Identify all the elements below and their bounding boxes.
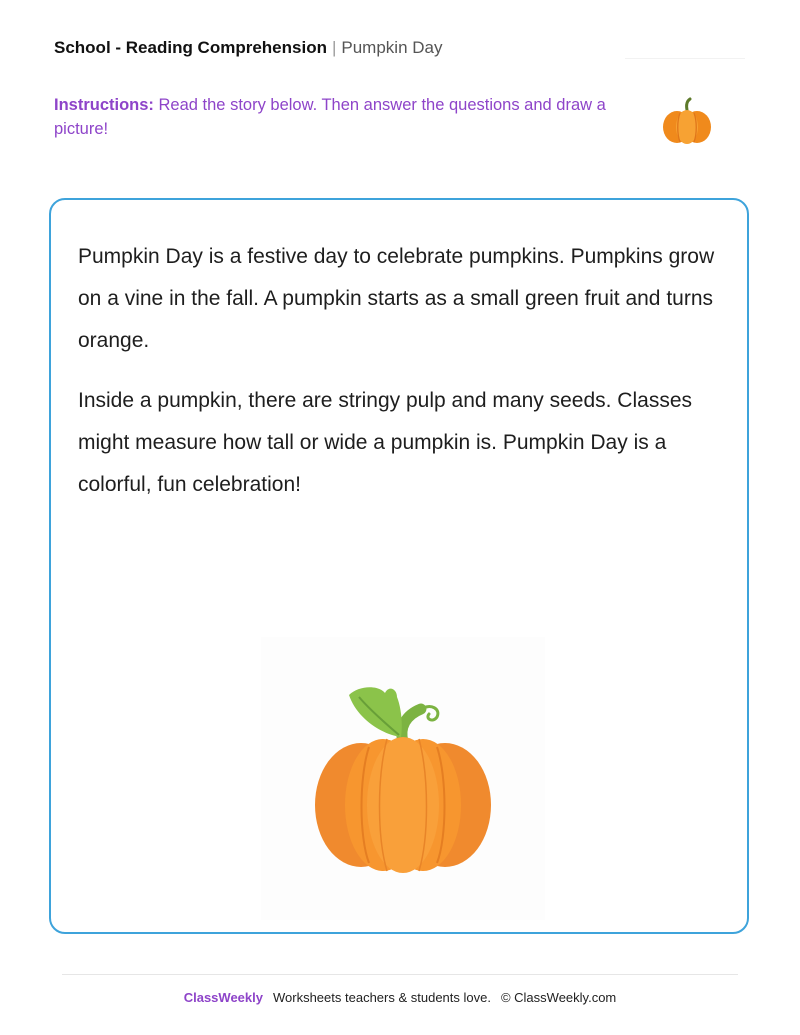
subject-title: School - Reading Comprehension bbox=[54, 38, 327, 57]
story-box bbox=[49, 198, 749, 934]
footer-tagline: Worksheets teachers & students love. bbox=[272, 990, 491, 1005]
story-paragraph-1: Pumpkin Day is a festive day to celebrate pumpkins. Pumpkins grow on a vine in the fall. A pumpkin starts as a small green fruit and turns orange. bbox=[78, 245, 715, 352]
instructions-text: Read the story below. Then answer the questions and draw a picture! bbox=[54, 96, 606, 138]
story-paragraph-2: Inside a pumpkin, there are stringy pulp and many seeds. Classes might measure how tall or wide a pumpkin is. Pumpkin Day is a colorful, fun celebration! bbox=[78, 389, 692, 496]
name-line bbox=[625, 58, 745, 59]
instructions bbox=[54, 93, 614, 141]
footer-brand: ClassWeekly bbox=[183, 990, 263, 1005]
instructions-label: Instructions: bbox=[54, 96, 154, 114]
story-text bbox=[78, 236, 718, 524]
worksheet-header bbox=[54, 37, 443, 59]
pumpkin-icon bbox=[660, 96, 714, 148]
footer bbox=[0, 990, 800, 1005]
topic-title: Pumpkin Day bbox=[341, 38, 443, 57]
header-separator: | bbox=[331, 38, 337, 57]
footer-copyright: © ClassWeekly.com bbox=[500, 990, 617, 1005]
footer-divider bbox=[62, 974, 738, 975]
pumpkin-illustration bbox=[261, 637, 545, 920]
